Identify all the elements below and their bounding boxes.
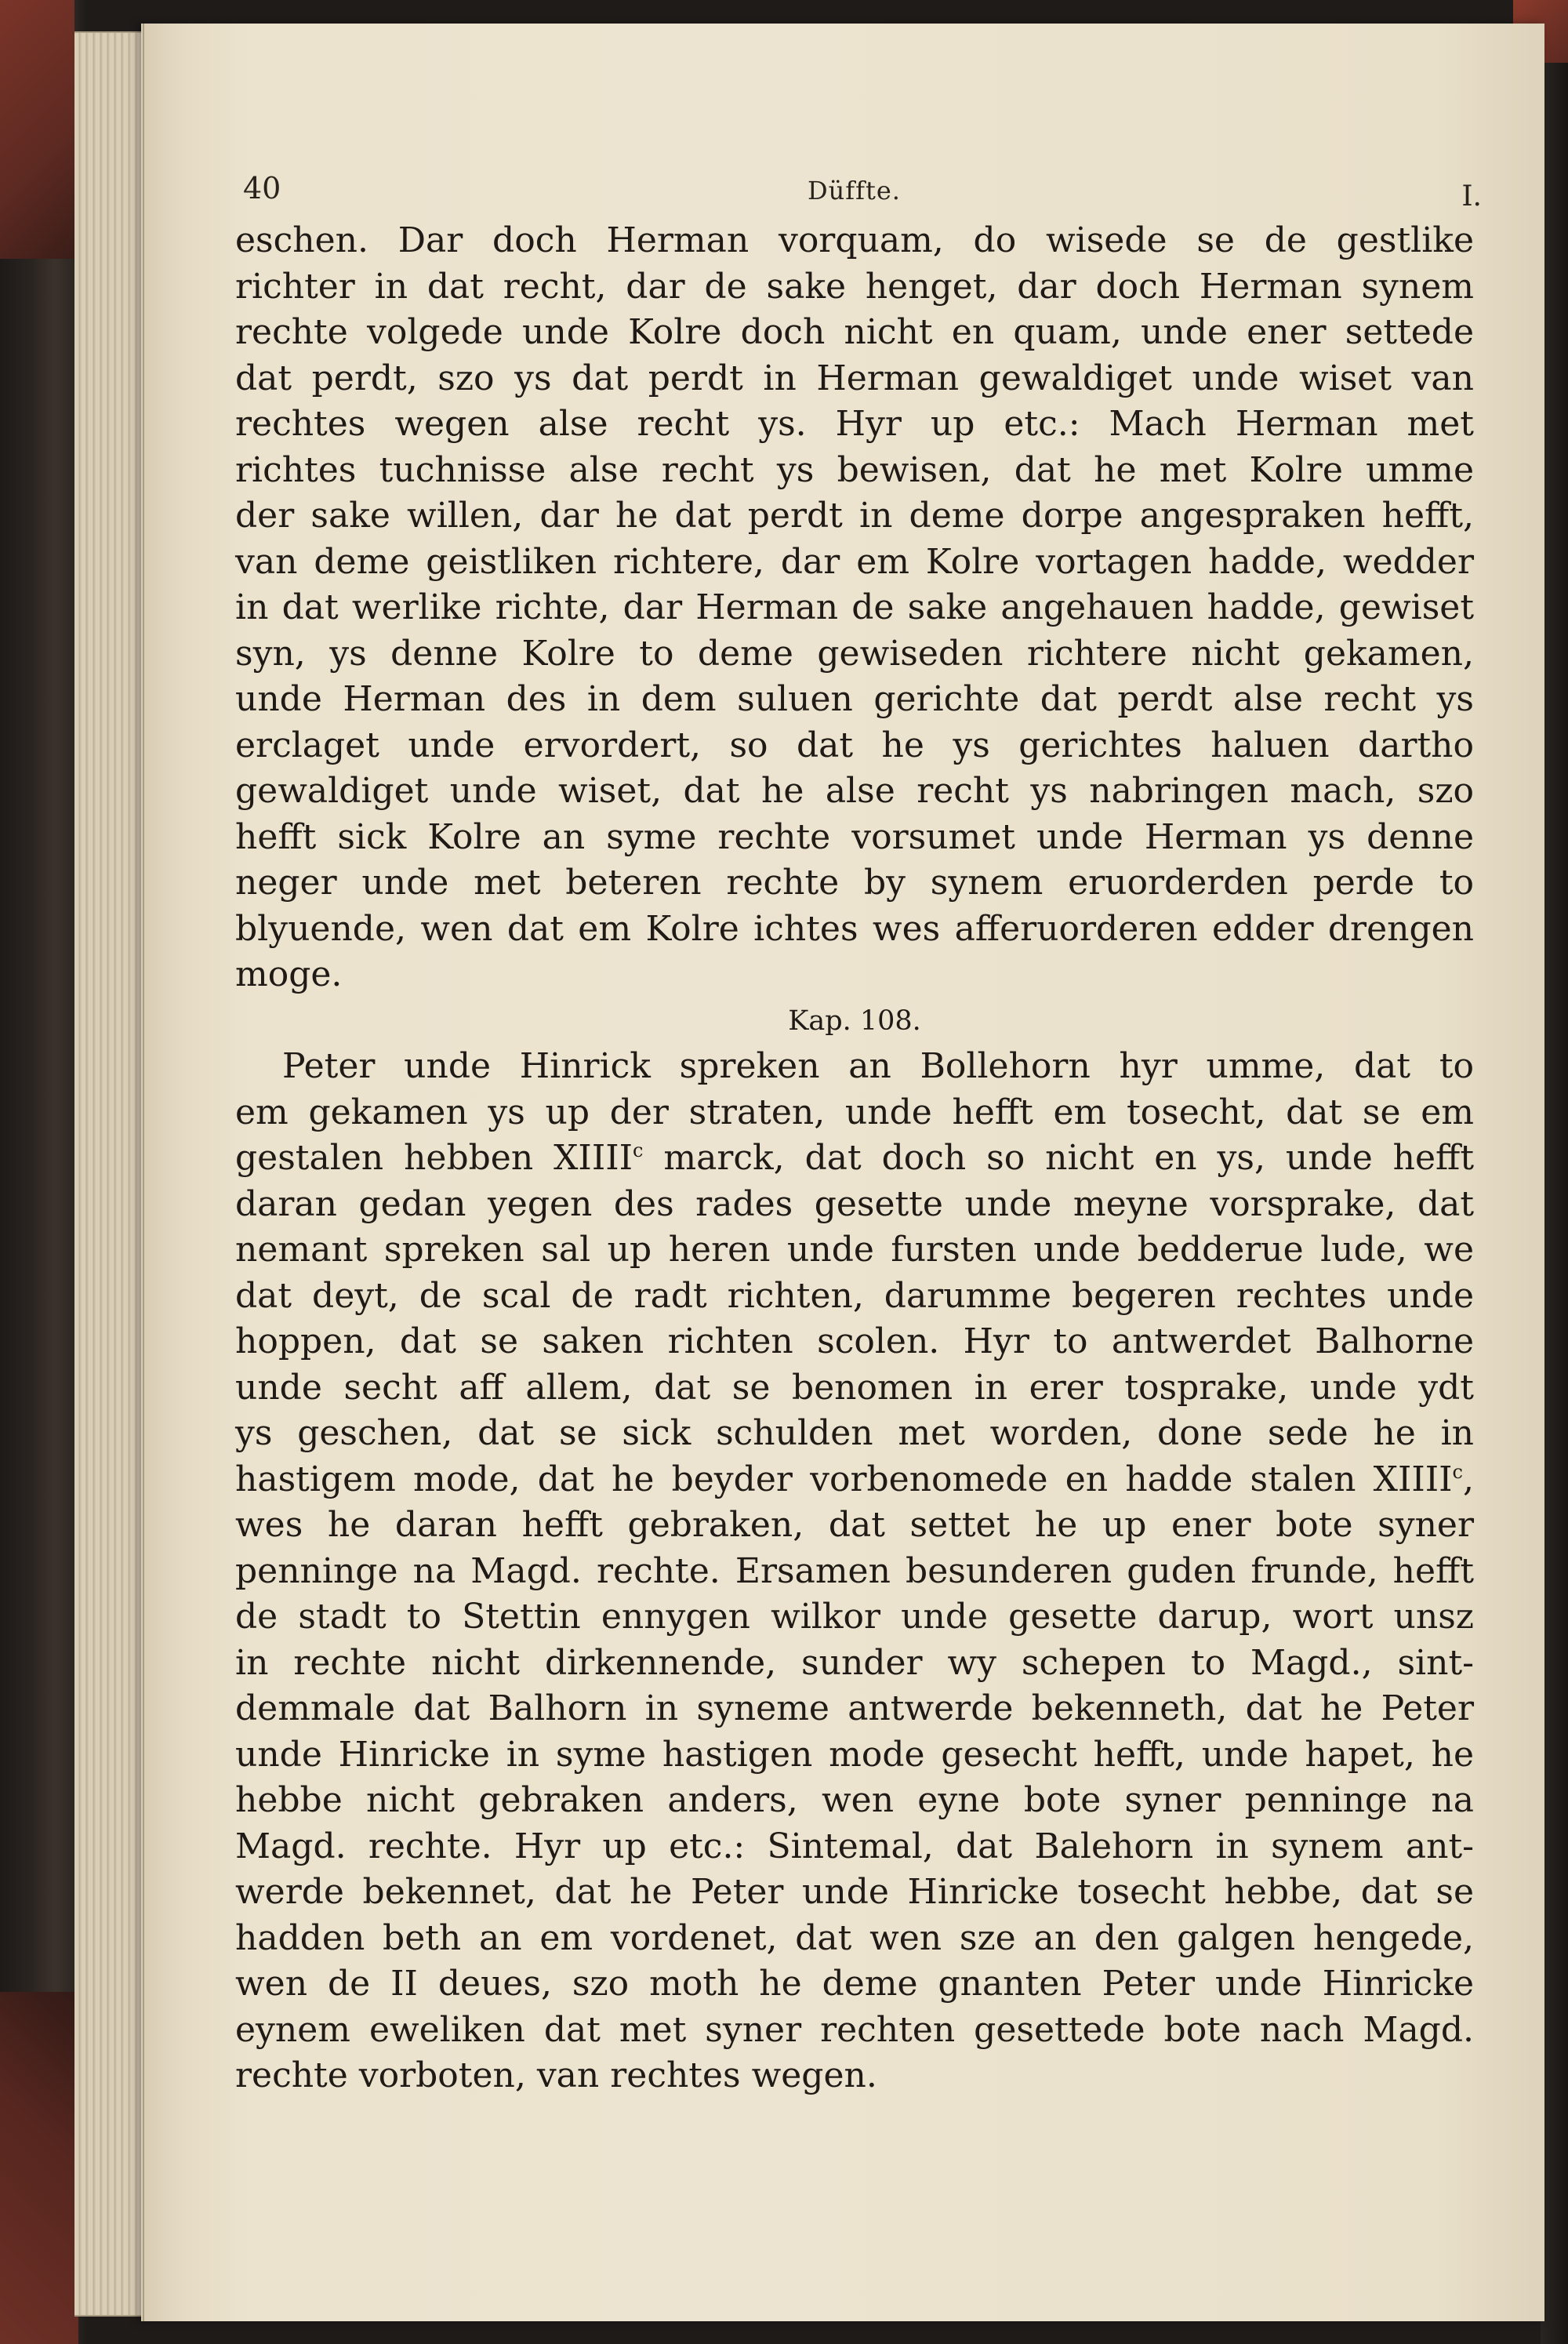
line-text: , — [1463, 1459, 1474, 1499]
text-line: nemant spreken sal up heren unde fursten unde bedderue lude, we — [235, 1230, 1474, 1270]
cover-corner-top-left — [0, 0, 74, 259]
text-line: unde secht aff allem, dat se benomen in erer tosprake, unde ydt — [235, 1367, 1474, 1408]
text-line: richtes tuchnisse alse recht ys bewisen, dat he met Kolre umme — [235, 449, 1474, 490]
page-number: 40 — [243, 171, 281, 205]
text-line: hebbe nicht gebraken anders, wen eyne bote syner penninge na — [235, 1780, 1474, 1820]
text-line: penninge na Magd. rechte. Ersamen besunderen guden frunde, hefft — [235, 1550, 1474, 1591]
line-text: marck, dat doch so nicht en ys, unde hefft — [643, 1138, 1475, 1178]
text-line: hadden beth an em vordenet, dat wen sze an den galgen hengede, — [235, 1917, 1474, 1958]
text-line: van deme geistliken richtere, dar em Kolre vortagen hadde, wedder — [235, 541, 1474, 582]
text-line: neger unde met beteren rechte by synem eruorderden perde to — [235, 863, 1474, 903]
page-stack-edges — [74, 31, 145, 2317]
text-line: unde Hinricke in syme hastigen mode gesecht hefft, unde hapet, he — [235, 1734, 1474, 1775]
text-line: in rechte nicht dirkennende, sunder wy schepen to Magd., sint- — [235, 1642, 1474, 1683]
paragraph-1 — [235, 218, 1474, 998]
text-line: Peter unde Hinrick spreken an Bollehorn hyr umme, dat to — [282, 1046, 1474, 1086]
text-line: hefft sick Kolre an syme rechte vorsumet unde Herman ys denne — [235, 816, 1474, 857]
line-text: hastigem mode, dat he beyder vorbenomede en hadde stalen XIIII — [235, 1459, 1453, 1499]
gutter-line — [143, 24, 144, 2321]
text-line: em gekamen ys up der straten, unde hefft em tosecht, dat se em — [235, 1092, 1474, 1132]
text-line: erclaget unde ervordert, so dat he ys gerichtes haluen dartho — [235, 725, 1474, 765]
text-line: dat deyt, de scal de radt richten, darumme begeren rechtes unde — [235, 1275, 1474, 1316]
text-line: unde Herman des in dem suluen gerichte dat perdt alse recht ys — [235, 679, 1474, 719]
text-line: in dat werlike richte, dar Herman de sake angehauen hadde, gewiset — [235, 587, 1474, 627]
text-line: dat perdt, szo ys dat perdt in Herman gewaldiget unde wiset van — [235, 358, 1474, 398]
text-line: rechte volgede unde Kolre doch nicht en quam, unde ener settede — [235, 312, 1474, 352]
running-title: Düffte. — [808, 176, 901, 205]
text-line: ys geschen, dat se sick schulden met worden, done sede he in — [235, 1413, 1474, 1453]
text-line: der sake willen, dar he dat perdt in deme dorpe angespraken hefft, — [235, 496, 1474, 536]
text-line: wen de II deues, szo moth he deme gnanten Peter unde Hinricke — [235, 1964, 1474, 2004]
text-line: blyuende, wen dat em Kolre ichtes wes afferuorderen edder drengen — [235, 908, 1474, 949]
cover-corner-bottom-left — [0, 1992, 78, 2344]
text-line: eschen. Dar doch Herman vorquam, do wisede se de gestlike — [235, 220, 1474, 260]
body-text — [235, 218, 1474, 2099]
page-header — [243, 157, 1482, 213]
superscript-c: c — [1452, 1460, 1463, 1483]
section-number: I. — [1461, 180, 1482, 213]
text-line: demmale dat Balhorn in syneme antwerde bekenneth, dat he Peter — [235, 1688, 1474, 1728]
text-line: rechte vorboten, van rechtes wegen. — [235, 2055, 877, 2095]
text-line: daran gedan yegen des rades gesette unde meyne vorsprake, dat — [235, 1183, 1474, 1224]
text-line: Magd. rechte. Hyr up etc.: Sintemal, dat Balehorn in synem ant- — [235, 1826, 1474, 1866]
text-line: richter in dat recht, dar de sake henget, dar doch Herman synem — [235, 266, 1474, 307]
text-line: hoppen, dat se saken richten scolen. Hyr to antwerdet Balhorne — [235, 1321, 1474, 1361]
text-line — [235, 1457, 1474, 1503]
text-line: eynem eweliken dat met syner rechten gesettede bote nach Magd. — [235, 2009, 1474, 2050]
line-text: gestalen hebben XIIII — [235, 1138, 633, 1178]
chapter-heading: Kap. 108. — [788, 1005, 921, 1037]
text-line: rechtes wegen alse recht ys. Hyr up etc.: Mach Herman met — [235, 404, 1474, 444]
cover-edge-right — [1541, 0, 1568, 2344]
text-line: de stadt to Stettin ennygen wilkor unde gesette darup, wort unsz — [235, 1597, 1474, 1637]
text-line: moge. — [235, 954, 343, 994]
superscript-c: c — [632, 1139, 644, 1161]
text-line: syn, ys denne Kolre to deme gewiseden richtere nicht gekamen, — [235, 633, 1474, 674]
paragraph-2 — [235, 1044, 1474, 2099]
text-line: wes he daran hefft gebraken, dat settet he up ener bote syner — [235, 1505, 1474, 1545]
text-line: gewaldiget unde wiset, dat he alse recht ys nabringen mach, szo — [235, 771, 1474, 811]
text-line — [235, 1136, 1474, 1182]
text-line: werde bekennet, dat he Peter unde Hinricke tosecht hebbe, dat se — [235, 1872, 1474, 1912]
